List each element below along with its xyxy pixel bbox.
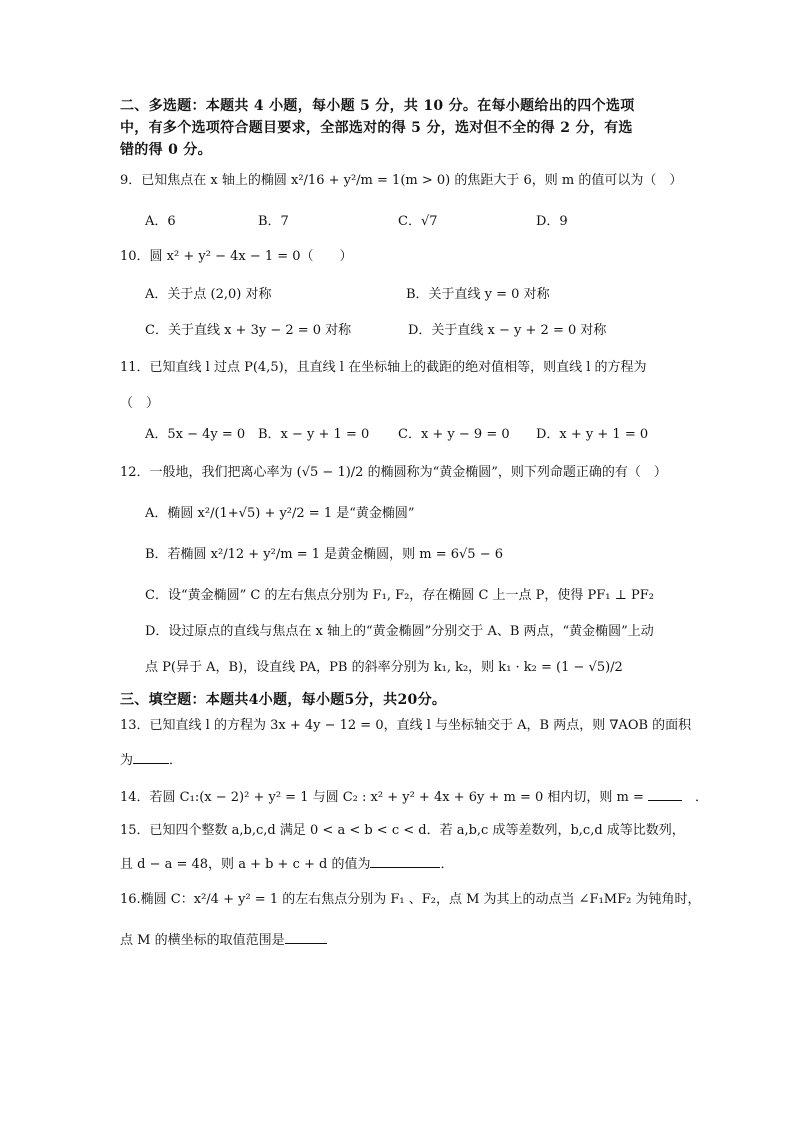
question-12-option-b: B．若椭圆 x²/12 + y²/m = 1 是黄金椭圆，则 m = 6√5 − 6 (145, 547, 504, 562)
question-12-stem: 12．一般地，我们把离心率为 (√5 − 1)/2 的椭圆称为“黄金椭圆”，则下列命题正确的有（ ） (120, 465, 667, 480)
question-16-line-1: 16.椭圆 C：x²/4 + y² = 1 的左右焦点分别为 F₁ 、F₂，点 M 为其上的动点当 ∠F₁MF₂ 为钝角时， (120, 892, 701, 907)
question-11-option-b: B．x − y + 1 = 0 (258, 427, 370, 442)
answer-blank-15[interactable] (370, 853, 440, 868)
question-12-option-a: A．椭圆 x²/(1+√5) + y²/2 = 1 是“黄金椭圆” (145, 506, 415, 521)
question-11-option-c: C．x + y − 9 = 0 (398, 427, 510, 442)
section-2-line-2: 中，有多个选项符合题目要求，全部选对的得 5 分，选对但不全的得 2 分，有选 (120, 120, 633, 136)
question-9-option-a: A．6 (145, 214, 176, 229)
question-9-option-d: D．9 (536, 214, 568, 229)
question-15-end: ． (440, 857, 454, 872)
question-16-line-2 (120, 929, 327, 951)
question-11-paren: （ ） (120, 396, 160, 411)
question-9-option-b: B．7 (258, 214, 289, 229)
question-11-option-d: D．x + y + 1 = 0 (536, 427, 649, 442)
question-14-line (120, 786, 708, 808)
question-15-line-2 (120, 853, 454, 875)
question-10-option-c: C．关于直线 x + 3y − 2 = 0 对称 (145, 323, 352, 338)
answer-blank-13[interactable] (133, 749, 169, 764)
section-2-line-1: 二、多选题：本题共 4 小题，每小题 5 分，共 10 分。在每小题给出的四个选项 (120, 98, 635, 114)
question-9-option-c: C．√7 (398, 214, 438, 229)
question-10-option-d: D．关于直线 x − y + 2 = 0 对称 (408, 323, 607, 338)
question-13-prefix: 为 (120, 753, 134, 768)
question-10-option-b: B．关于直线 y = 0 对称 (406, 287, 550, 302)
question-10-option-a: A．关于点 (2,0) 对称 (145, 287, 272, 302)
question-11-option-a: A．5x − 4y = 0 (145, 427, 246, 442)
question-12-option-d-line-2: 点 P(异于 A，B)，设直线 PA，PB 的斜率分别为 k₁, k₂，则 k₁ · k₂ = (1 − √5)/2 (145, 660, 623, 675)
question-11-stem: 11．已知直线 l 过点 P(4,5)，且直线 l 在坐标轴上的截距的绝对值相等，则直线 l 的方程为 (120, 360, 647, 375)
question-13-line-2 (120, 749, 182, 771)
question-16-text: 点 M 的横坐标的取值范围是 (120, 933, 285, 948)
question-12-option-c: C．设“黄金椭圆” C 的左右焦点分别为 F₁, F₂，存在椭圆 C 上一点 P，使得 PF₁ ⊥ PF₂ (145, 588, 654, 603)
section-2-line-3: 错的得 0 分。 (120, 142, 212, 158)
question-13-end: ． (169, 753, 183, 768)
answer-blank-16[interactable] (285, 929, 327, 944)
question-12-option-d-line-1: D．设过原点的直线与焦点在 x 轴上的“黄金椭圆”分别交于 A、B 两点，“黄金椭圆”上动 (145, 624, 654, 639)
question-9-stem: 9．已知焦点在 x 轴上的椭圆 x²/16 + y²/m = 1(m > 0) 的焦距大于 6，则 m 的值可以为（ ） (120, 173, 683, 188)
question-13-line-1: 13．已知直线 l 的方程为 3x + 4y − 12 = 0，直线 l 与坐标轴交于 A，B 两点，则 ∇AOB 的面积 (120, 718, 692, 733)
question-15-line-1: 15．已知四个整数 a,b,c,d 满足 0 < a < b < c < d．若 a,b,c 成等差数列，b,c,d 成等比数列， (120, 823, 685, 838)
question-14-end: ． (695, 790, 709, 805)
question-10-stem: 10．圆 x² + y² − 4x − 1 = 0（ ） (120, 249, 353, 264)
section-3-title: 三、填空题：本题共4小题，每小题5分，共20分。 (120, 692, 447, 708)
question-15-text: 且 d − a = 48，则 a + b + c + d 的值为 (120, 857, 371, 872)
question-14-text: 14．若圆 C₁:(x − 2)² + y² = 1 与圆 C₂ : x² + y² + 4x + 6y + m = 0 相内切，则 m = (120, 790, 644, 805)
answer-blank-14[interactable] (648, 786, 682, 801)
